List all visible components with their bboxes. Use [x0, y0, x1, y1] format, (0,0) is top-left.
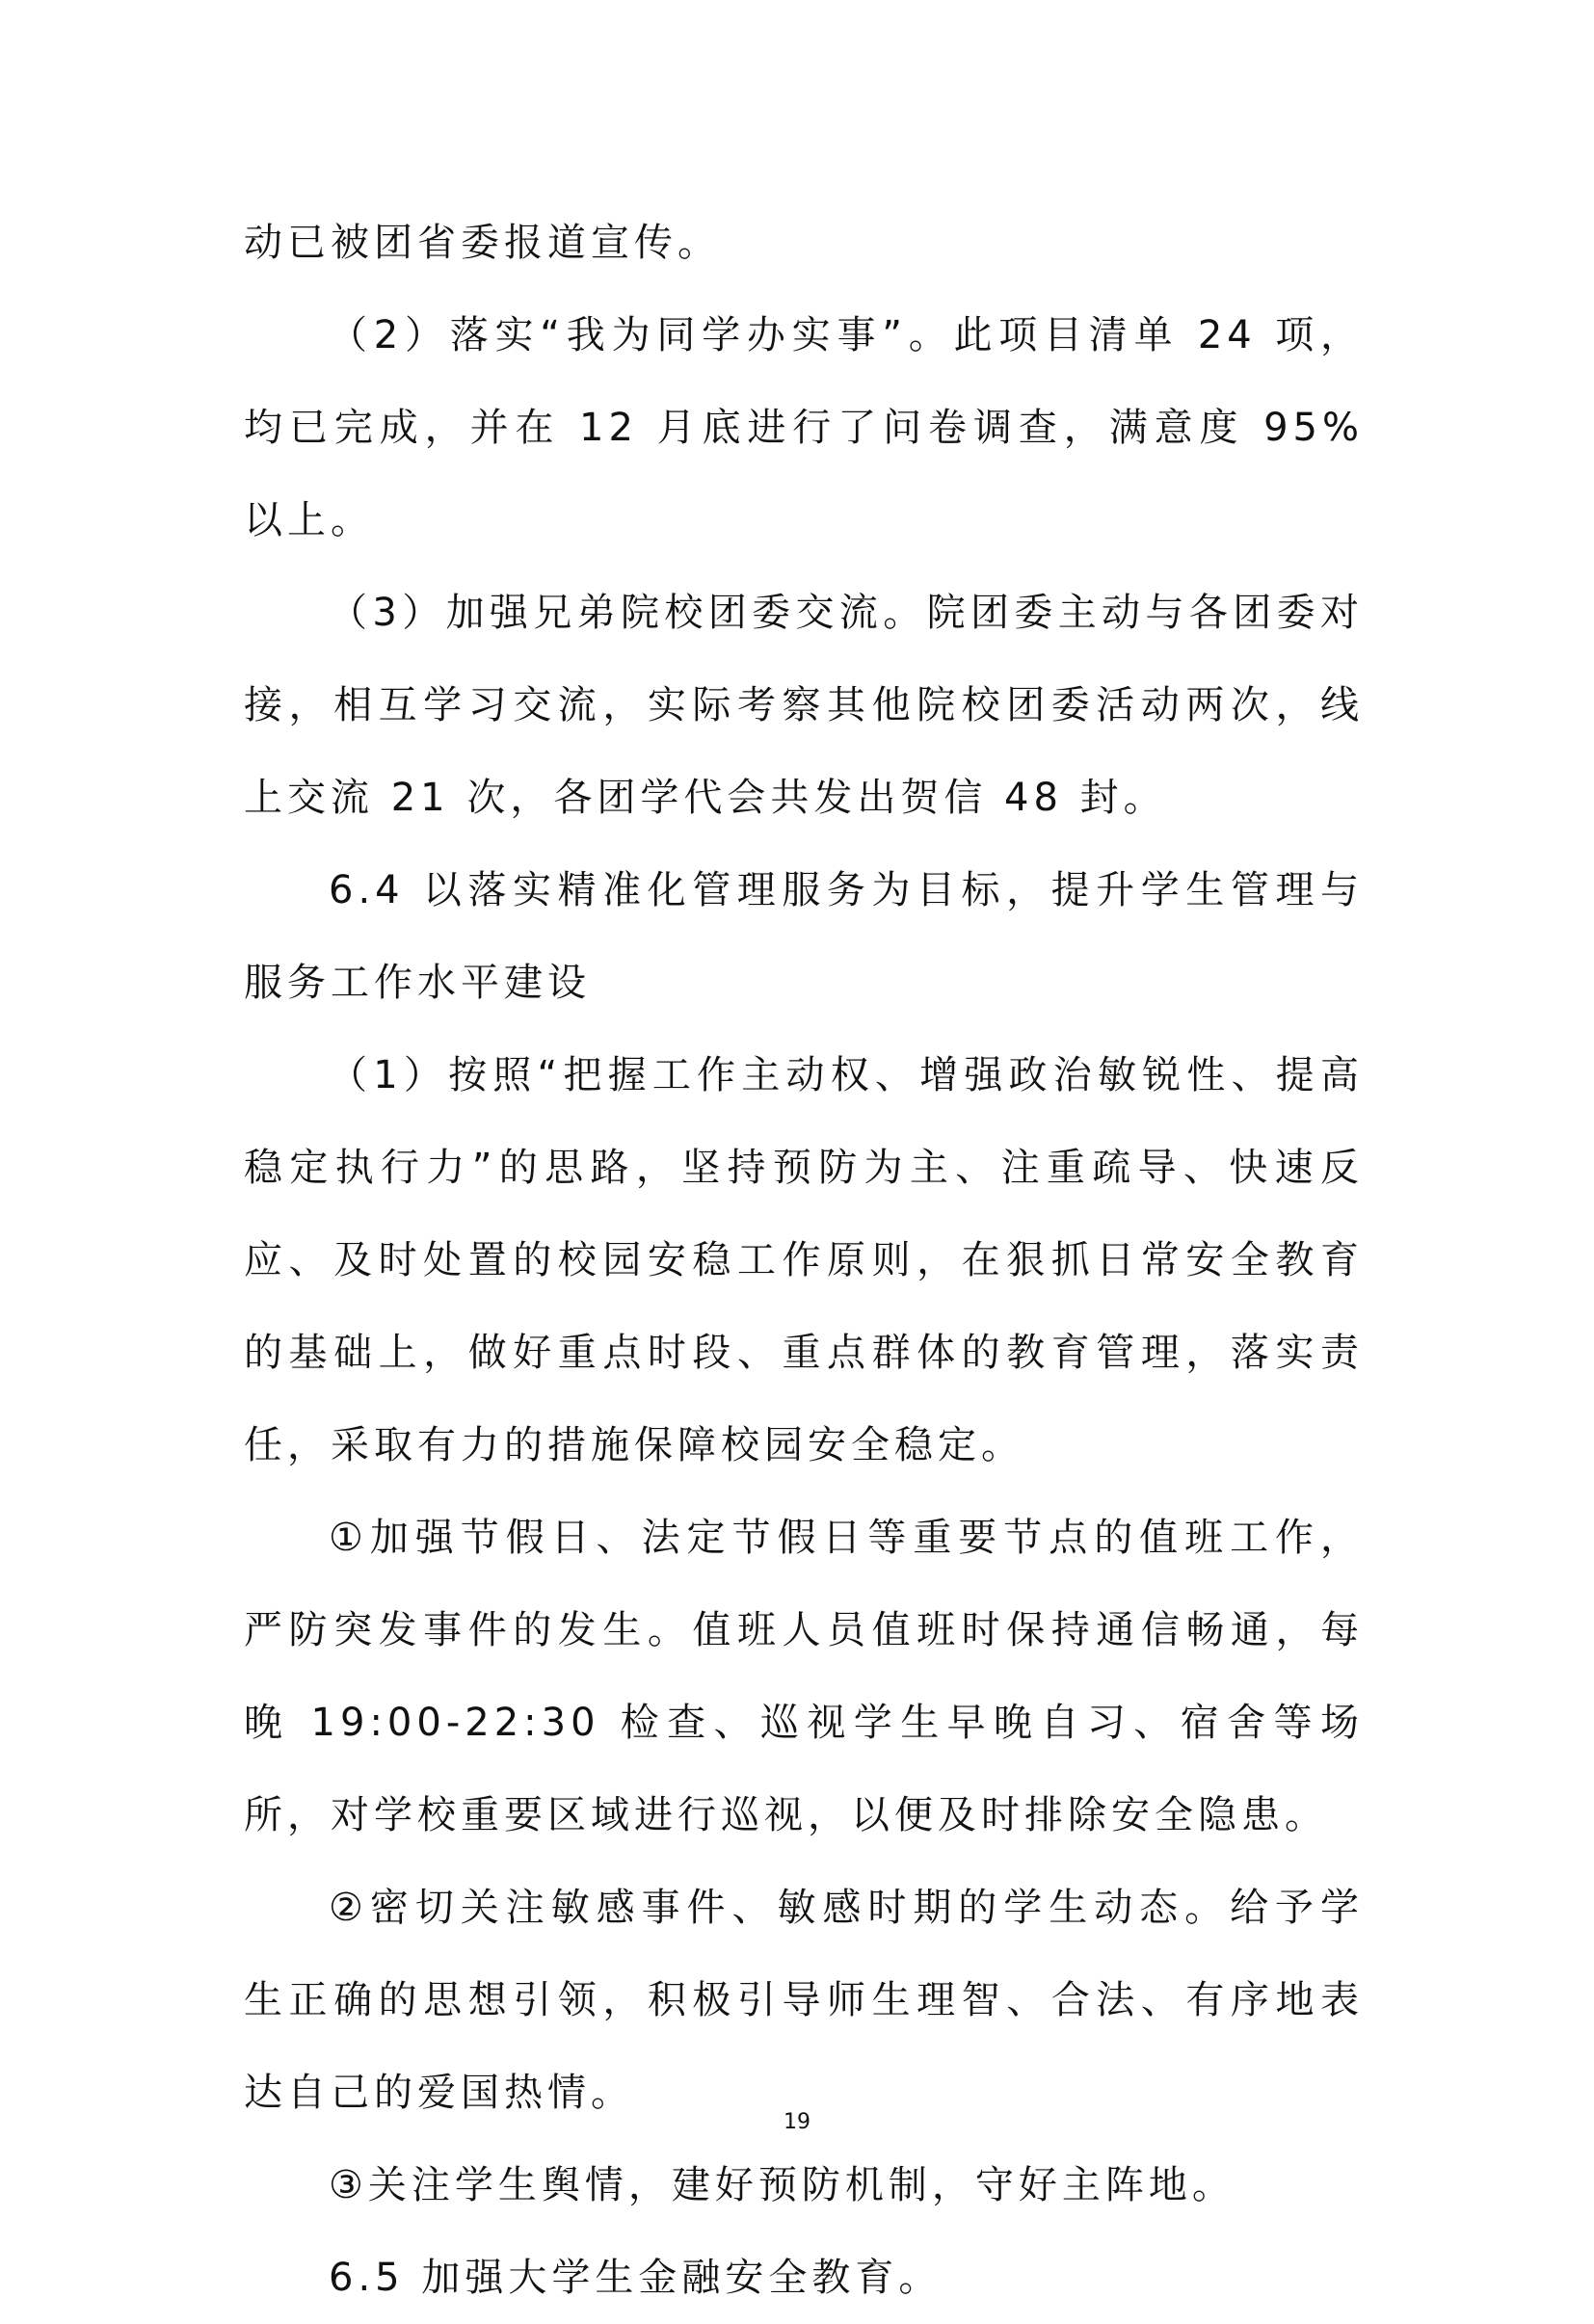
section-heading-6-4: 6.4 以落实精准化管理服务为目标，提升学生管理与服务工作水平建设 — [244, 868, 1364, 1005]
paragraph-circled-2: ②密切关注敏感事件、敏感时期的学生动态。给予学生正确的思想引领，积极引导师生理智、合法、有序地表达自己的爱国热情。 — [244, 1886, 1364, 2115]
paragraph-item-2: （2）落实“我为同学办实事”。此项目清单 24 项，均已完成，并在 12 月底进行了问卷调查，满意度 95%以上。 — [244, 313, 1364, 542]
paragraph-continuation: 动已被团省委报道宣传。 — [244, 221, 721, 265]
paragraph-circled-3: ③关注学生舆情，建好预防机制，守好主阵地。 — [329, 2163, 1235, 2207]
section-heading-6-5: 6.5 加强大学生金融安全教育。 — [329, 2256, 943, 2300]
body-text — [244, 197, 1364, 2324]
paragraph-item-3: （3）加强兄弟院校团委交流。院团委主动与各团委对接，相互学习交流，实际考察其他院校团委活动两次，线上交流 21 次，各团学代会共发出贺信 48 封。 — [244, 591, 1364, 820]
page-number: 19 — [784, 2110, 810, 2134]
paragraph-item-1: （1）按照“把握工作主动权、增强政治敏锐性、提高稳定执行力”的思路，坚持预防为主、注重疏导、快速反应、及时处置的校园安稳工作原则，在狠抓日常安全教育的基础上，做好重点时段、重点群体的教育管理，落实责任，采取有力的措施保障校园安全稳定。 — [244, 1053, 1364, 1467]
paragraph-circled-1: ①加强节假日、法定节假日等重要节点的值班工作，严防突发事件的发生。值班人员值班时保持通信畅通，每晚 19:00-22:30 检查、巡视学生早晚自习、宿舍等场所，对学校重要区域进行巡视，以便及时排除安全隐患。 — [244, 1516, 1364, 1837]
